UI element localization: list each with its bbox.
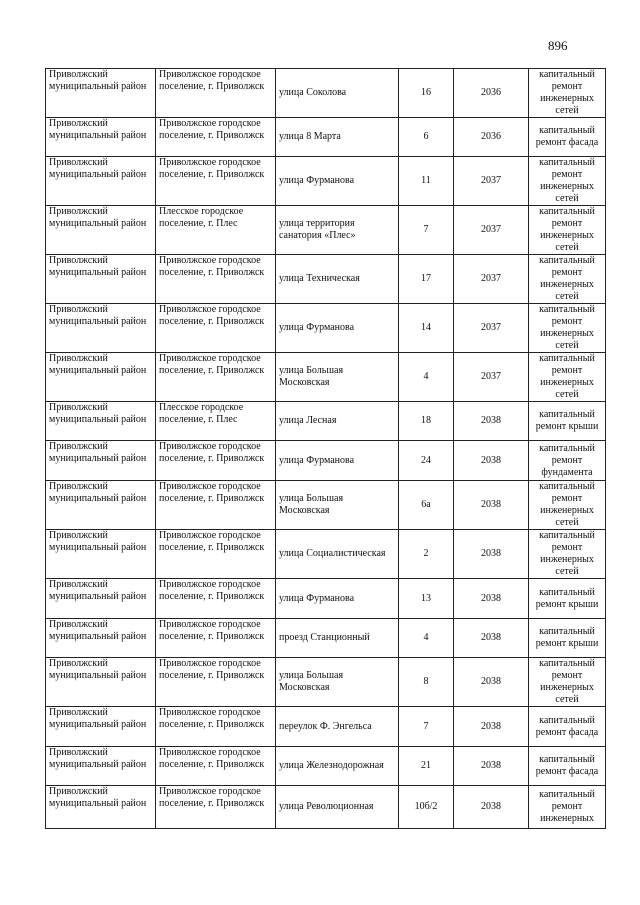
year-cell: 2036: [454, 118, 529, 157]
table-row: [46, 441, 606, 481]
work-cell: капитальный ремонт фундамента: [529, 441, 606, 481]
district-cell: Приволжский муниципальный район: [46, 255, 156, 304]
street-cell: улица Фурманова: [276, 579, 399, 619]
work-cell: капитальный ремонт инженерных сетей: [529, 157, 606, 206]
settlement-cell: Плесское городское поселение, г. Плес: [156, 206, 276, 255]
street-cell: улица Фурманова: [276, 157, 399, 206]
table-row: [46, 402, 606, 441]
year-cell: 2037: [454, 206, 529, 255]
district-cell: Приволжский муниципальный район: [46, 530, 156, 579]
house-cell: 24: [399, 441, 454, 481]
house-cell: 2: [399, 530, 454, 579]
table-row: [46, 481, 606, 530]
district-cell: Приволжский муниципальный район: [46, 206, 156, 255]
work-cell: капитальный ремонт инженерных сетей: [529, 69, 606, 118]
district-cell: Приволжский муниципальный район: [46, 658, 156, 707]
district-cell: Приволжский муниципальный район: [46, 402, 156, 441]
table-row: [46, 206, 606, 255]
settlement-cell: Приволжское городское поселение, г. Приволжск: [156, 658, 276, 707]
year-cell: 2038: [454, 481, 529, 530]
work-cell: капитальный ремонт инженерных сетей: [529, 206, 606, 255]
year-cell: 2036: [454, 69, 529, 118]
table-row: [46, 69, 606, 118]
house-cell: 18: [399, 402, 454, 441]
settlement-cell: Приволжское городское поселение, г. Приволжск: [156, 69, 276, 118]
street-cell: улица территория санатория «Плес»: [276, 206, 399, 255]
settlement-cell: Приволжское городское поселение, г. Приволжск: [156, 118, 276, 157]
settlement-cell: Приволжское городское поселение, г. Приволжск: [156, 441, 276, 481]
table-row: [46, 304, 606, 353]
table-body: [46, 69, 606, 829]
house-cell: 16: [399, 69, 454, 118]
street-cell: улица Социалистическая: [276, 530, 399, 579]
house-cell: 11: [399, 157, 454, 206]
table-row: [46, 353, 606, 402]
house-cell: 21: [399, 747, 454, 786]
year-cell: 2037: [454, 255, 529, 304]
year-cell: 2038: [454, 402, 529, 441]
work-cell: капитальный ремонт инженерных сетей: [529, 353, 606, 402]
table-row: [46, 747, 606, 786]
district-cell: Приволжский муниципальный район: [46, 441, 156, 481]
street-cell: улица Лесная: [276, 402, 399, 441]
street-cell: улица Фурманова: [276, 441, 399, 481]
year-cell: 2037: [454, 157, 529, 206]
settlement-cell: Приволжское городское поселение, г. Приволжск: [156, 707, 276, 747]
year-cell: 2038: [454, 441, 529, 481]
year-cell: 2038: [454, 619, 529, 658]
district-cell: Приволжский муниципальный район: [46, 747, 156, 786]
settlement-cell: Приволжское городское поселение, г. Приволжск: [156, 786, 276, 829]
street-cell: улица Большая Московская: [276, 658, 399, 707]
house-cell: 10б/2: [399, 786, 454, 829]
repair-schedule-table: [45, 68, 606, 829]
page-number: 896: [548, 38, 568, 53]
district-cell: Приволжский муниципальный район: [46, 353, 156, 402]
work-cell: капитальный ремонт фасада: [529, 747, 606, 786]
work-cell: капитальный ремонт крыши: [529, 579, 606, 619]
settlement-cell: Приволжское городское поселение, г. Приволжск: [156, 353, 276, 402]
year-cell: 2038: [454, 579, 529, 619]
district-cell: Приволжский муниципальный район: [46, 157, 156, 206]
district-cell: Приволжский муниципальный район: [46, 304, 156, 353]
street-cell: улица Большая Московская: [276, 353, 399, 402]
street-cell: улица Большая Московская: [276, 481, 399, 530]
settlement-cell: Плесское городское поселение, г. Плес: [156, 402, 276, 441]
year-cell: 2038: [454, 747, 529, 786]
settlement-cell: Приволжское городское поселение, г. Приволжск: [156, 304, 276, 353]
work-cell: капитальный ремонт фасада: [529, 707, 606, 747]
district-cell: Приволжский муниципальный район: [46, 619, 156, 658]
house-cell: 14: [399, 304, 454, 353]
house-cell: 6а: [399, 481, 454, 530]
table-row: [46, 658, 606, 707]
street-cell: переулок Ф. Энгельса: [276, 707, 399, 747]
settlement-cell: Приволжское городское поселение, г. Приволжск: [156, 530, 276, 579]
work-cell: капитальный ремонт инженерных: [529, 786, 606, 829]
house-cell: 6: [399, 118, 454, 157]
street-cell: улица Железнодорожная: [276, 747, 399, 786]
year-cell: 2038: [454, 786, 529, 829]
work-cell: капитальный ремонт крыши: [529, 402, 606, 441]
settlement-cell: Приволжское городское поселение, г. Приволжск: [156, 481, 276, 530]
district-cell: Приволжский муниципальный район: [46, 786, 156, 829]
table-row: [46, 707, 606, 747]
street-cell: улица Фурманова: [276, 304, 399, 353]
house-cell: 7: [399, 206, 454, 255]
year-cell: 2037: [454, 304, 529, 353]
table-row: [46, 157, 606, 206]
work-cell: капитальный ремонт инженерных сетей: [529, 304, 606, 353]
house-cell: 8: [399, 658, 454, 707]
work-cell: капитальный ремонт инженерных сетей: [529, 255, 606, 304]
district-cell: Приволжский муниципальный район: [46, 118, 156, 157]
table-row: [46, 619, 606, 658]
house-cell: 17: [399, 255, 454, 304]
work-cell: капитальный ремонт инженерных сетей: [529, 658, 606, 707]
street-cell: улица Техническая: [276, 255, 399, 304]
settlement-cell: Приволжское городское поселение, г. Приволжск: [156, 619, 276, 658]
work-cell: капитальный ремонт фасада: [529, 118, 606, 157]
table-row: [46, 255, 606, 304]
street-cell: улица Соколова: [276, 69, 399, 118]
district-cell: Приволжский муниципальный район: [46, 579, 156, 619]
settlement-cell: Приволжское городское поселение, г. Приволжск: [156, 579, 276, 619]
table-row: [46, 530, 606, 579]
house-cell: 7: [399, 707, 454, 747]
settlement-cell: Приволжское городское поселение, г. Приволжск: [156, 157, 276, 206]
street-cell: улица Революционная: [276, 786, 399, 829]
year-cell: 2037: [454, 353, 529, 402]
district-cell: Приволжский муниципальный район: [46, 69, 156, 118]
district-cell: Приволжский муниципальный район: [46, 707, 156, 747]
year-cell: 2038: [454, 530, 529, 579]
street-cell: улица 8 Марта: [276, 118, 399, 157]
house-cell: 13: [399, 579, 454, 619]
street-cell: проезд Станционный: [276, 619, 399, 658]
settlement-cell: Приволжское городское поселение, г. Приволжск: [156, 747, 276, 786]
house-cell: 4: [399, 619, 454, 658]
house-cell: 4: [399, 353, 454, 402]
work-cell: капитальный ремонт крыши: [529, 619, 606, 658]
table-row: [46, 786, 606, 829]
table-row: [46, 118, 606, 157]
year-cell: 2038: [454, 658, 529, 707]
year-cell: 2038: [454, 707, 529, 747]
settlement-cell: Приволжское городское поселение, г. Приволжск: [156, 255, 276, 304]
work-cell: капитальный ремонт инженерных сетей: [529, 481, 606, 530]
table-row: [46, 579, 606, 619]
work-cell: капитальный ремонт инженерных сетей: [529, 530, 606, 579]
district-cell: Приволжский муниципальный район: [46, 481, 156, 530]
